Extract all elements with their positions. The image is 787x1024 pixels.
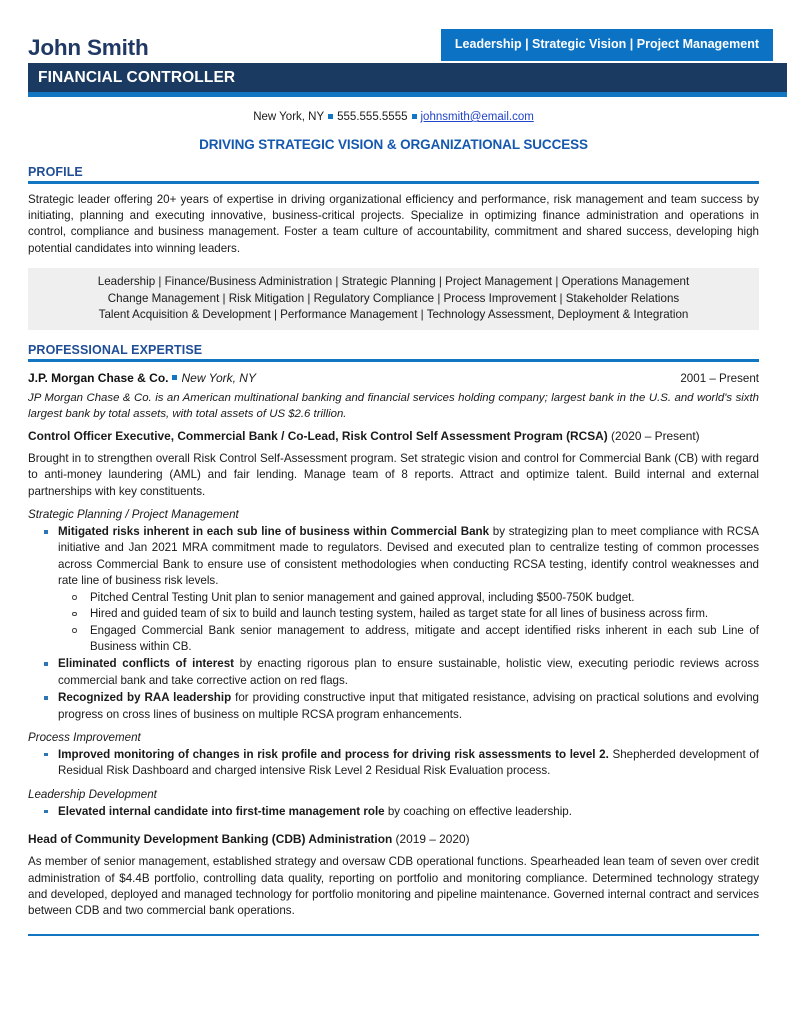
bullet-bold-lead: Mitigated risks inherent in each sub line of business within Commercial Bank bbox=[58, 525, 490, 539]
bullet-item bbox=[28, 656, 759, 689]
bullet-item bbox=[28, 747, 759, 780]
page-bottom-rule bbox=[28, 934, 759, 937]
section-rule bbox=[28, 359, 759, 362]
bullet-list-strategic-planning bbox=[28, 524, 759, 723]
sub-bullet-text: Hired and guided team of six to build and launch testing system, hailed as target state for all lines of business across firm. bbox=[90, 608, 709, 621]
section-heading-professional-expertise: PROFESSIONAL EXPERTISE bbox=[28, 343, 203, 358]
bullet-list-process-improvement bbox=[28, 747, 759, 780]
company-location: New York, NY bbox=[181, 370, 256, 385]
role-summary-1: Brought in to strengthen overall Risk Control Self-Assessment program. Set strategic vision and control for Commercial Bank (CB) with regard to anti-money laundering (AML) and fair lending. Manage team of 8 reports. Attract and optimize talent. Build internal and external partnerships with key constituents. bbox=[28, 451, 759, 498]
bullet-item bbox=[28, 524, 759, 655]
core-skills-box bbox=[28, 268, 759, 330]
company-description: JP Morgan Chase & Co. is an American multinational banking and financial services holding company; largest bank in the U.S. and world's sixth largest bank by total assets, with total assets of US $2.6 trillion. bbox=[28, 391, 759, 420]
company-row bbox=[28, 371, 759, 385]
company-name: J.P. Morgan Chase & Co. bbox=[28, 370, 169, 385]
role-title: Control Officer Executive, Commercial Bank / Co-Lead, Risk Control Self Assessment Program (RCSA) bbox=[28, 428, 608, 443]
job-title: FINANCIAL CONTROLLER bbox=[38, 68, 236, 86]
sub-bullet-list bbox=[58, 590, 759, 656]
section-rule bbox=[28, 181, 759, 184]
blue-square-separator-icon bbox=[412, 114, 417, 119]
category-label-process-improvement: Process Improvement bbox=[28, 730, 141, 744]
square-bullet-icon bbox=[44, 753, 48, 757]
square-bullet-icon bbox=[44, 810, 48, 814]
bullet-list-leadership-development bbox=[28, 804, 759, 820]
bullet-bold-lead: Recognized by RAA leadership bbox=[58, 691, 232, 705]
skill-line: Leadership | Finance/Business Administration | Strategic Planning | Project Management | Operations Management bbox=[97, 275, 690, 289]
role-title-row-2 bbox=[28, 832, 759, 846]
name-row bbox=[28, 33, 759, 63]
category-label-strategic-planning: Strategic Planning / Project Management bbox=[28, 508, 239, 522]
bullet-rest: by coaching on effective leadership. bbox=[384, 804, 572, 818]
contact-email-link[interactable]: johnsmith@email.com bbox=[420, 111, 534, 123]
bullet-item bbox=[28, 690, 759, 723]
contact-line bbox=[28, 110, 759, 125]
bullet-rest: for providing constructive input that mitigated resistance, advising on practical solutions and evolving progress on cross lines of business on multiple RCSA program enhancements. bbox=[58, 691, 759, 721]
sub-bullet-item bbox=[58, 590, 759, 606]
role-summary-2: As member of senior management, established strategy and oversaw CDB operational functions. Spearheaded lean team of seven over credit administration of $4.4B portfolio, controlling data quality, reporting on portfolio and monitoring compliance. Determined technology strategy and developed, deployed and managed technology for portfolio monitoring and pipeline maintenance. Governed internal contract and services between CDB and two commercial bank operations. bbox=[28, 855, 759, 918]
contact-location: New York, NY bbox=[253, 111, 325, 123]
circle-bullet-icon bbox=[72, 628, 77, 633]
sub-bullet-item bbox=[58, 623, 759, 656]
resume-header bbox=[28, 0, 759, 97]
bullet-bold-lead: Eliminated conflicts of interest bbox=[58, 657, 235, 671]
role-dates: (2020 – Present) bbox=[611, 428, 700, 443]
company-dates: 2001 – Present bbox=[680, 371, 759, 385]
square-bullet-icon bbox=[44, 662, 48, 666]
sub-bullet-text: Pitched Central Testing Unit plan to senior management and gained approval, including $500-750K budget. bbox=[90, 591, 635, 604]
bullet-rest: by strategizing plan to meet compliance with RCSA initiative and Jan 2021 MRA commitment made to regulators. Devised and executed plan to centralize testing of common processes across Commercial Bank to ensure use of consistent methodologies when conducting RCSA testing, identify control weaknesses and rate line of business risk levels. bbox=[58, 525, 759, 588]
role-dates: (2019 – 2020) bbox=[395, 832, 470, 847]
category-label-leadership-development: Leadership Development bbox=[28, 787, 157, 801]
title-accent-rule bbox=[28, 92, 787, 97]
bullet-bold-lead: Elevated internal candidate into first-time management role bbox=[58, 804, 385, 818]
candidate-name: John Smith bbox=[28, 35, 149, 60]
job-title-bar bbox=[28, 63, 787, 92]
skill-line: Change Management | Risk Mitigation | Regulatory Compliance | Process Improvement | Stakeholder Relations bbox=[107, 291, 680, 305]
circle-bullet-icon bbox=[72, 595, 77, 600]
blue-square-separator-icon bbox=[172, 375, 177, 380]
contact-phone: 555.555.5555 bbox=[337, 111, 408, 123]
square-bullet-icon bbox=[44, 530, 48, 534]
skill-line: Talent Acquisition & Development | Performance Management | Technology Assessment, Deployment & Integration bbox=[98, 307, 689, 321]
profile-body: Strategic leader offering 20+ years of expertise in driving organizational efficiency and performance, risk management and team success by initiating, planning and executing innovative, business-critical projects. Specialize in optimizing finance administration and operations in control, compliance and business management. Foster a team culture of accountability, commitment and shared success, developing high potential candidates into winning leaders. bbox=[28, 192, 759, 255]
tagline-badge: Leadership | Strategic Vision | Project Management bbox=[441, 29, 773, 61]
circle-bullet-icon bbox=[72, 612, 77, 617]
sub-bullet-text: Engaged Commercial Bank senior management to address, mitigate and accept identified risks inherent in each sub Line of Business within CB. bbox=[90, 624, 759, 653]
section-heading-profile: PROFILE bbox=[28, 165, 83, 179]
bullet-rest: Shepherded development of Residual Risk Dashboard and charged intensive Risk Level 2 Residual Risk Evaluation process. bbox=[58, 747, 759, 778]
resume-headline: DRIVING STRATEGIC VISION & ORGANIZATIONAL SUCCESS bbox=[199, 137, 588, 152]
blue-square-separator-icon bbox=[328, 114, 333, 119]
bullet-rest: by enacting rigorous plan to ensure sustainable, holistic view, executing periodic reviews across commercial bank and take corrective action on red flags. bbox=[58, 657, 759, 687]
role-title: Head of Community Development Banking (CDB) Administration bbox=[28, 832, 393, 847]
company-left bbox=[28, 371, 256, 385]
sub-bullet-item bbox=[58, 606, 759, 622]
role-title-row-1 bbox=[28, 429, 759, 443]
bullet-item bbox=[28, 804, 759, 820]
square-bullet-icon bbox=[44, 696, 48, 700]
bullet-bold-lead: Improved monitoring of changes in risk profile and process for driving risk assessments to level 2. bbox=[58, 747, 609, 761]
